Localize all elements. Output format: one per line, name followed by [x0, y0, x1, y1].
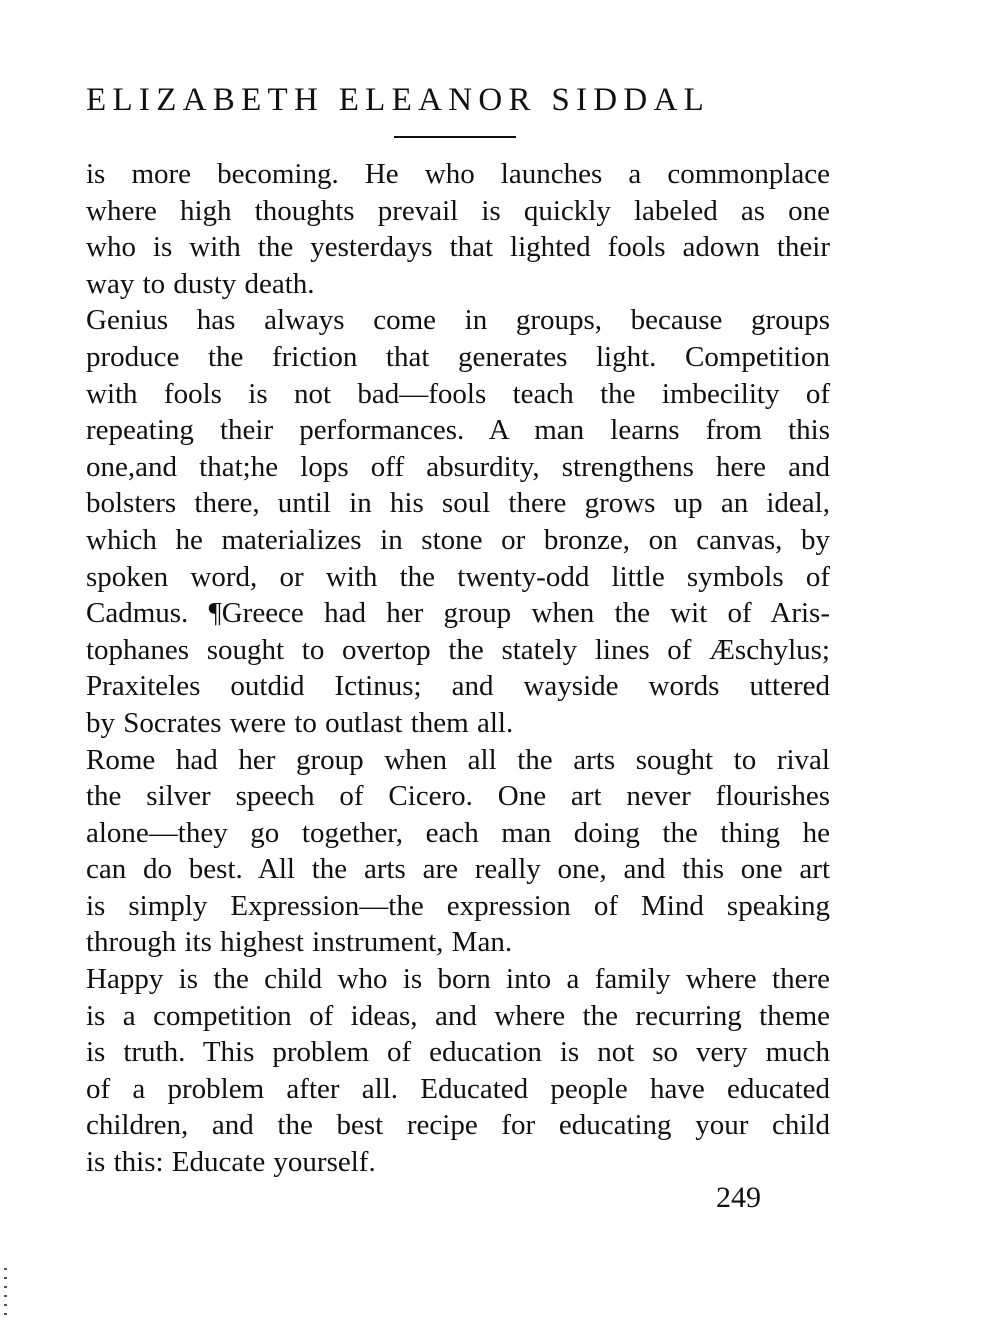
text-line: can do best. All the arts are really one, and this one art [86, 853, 830, 886]
text-line: of a problem after all. Educated people have educated [86, 1072, 830, 1105]
text-line: by Socrates were to outlast them all. [86, 706, 514, 739]
text-line: Praxiteles outdid Ictinus; and wayside words uttered [86, 670, 830, 703]
text-line: with fools is not bad—fools teach the imbecility of [86, 377, 830, 410]
text-line: is more becoming. He who launches a commonplace [86, 158, 830, 190]
text-line: way to dusty death. [86, 267, 315, 300]
head-rule-divider [394, 136, 516, 138]
text-line: is this: Educate yourself. [86, 1146, 376, 1179]
page-number: 249 [716, 1181, 761, 1214]
text-line: through its highest instrument, Man. [86, 926, 513, 959]
text-line: Rome had her group when all the arts sought to rival [86, 743, 830, 776]
text-line: Genius has always come in groups, because groups [86, 304, 830, 337]
text-line: Happy is the child who is born into a family where there [86, 963, 830, 996]
text-line: repeating their performances. A man learns from this [86, 414, 830, 447]
text-line: the silver speech of Cicero. One art never flourishes [86, 780, 830, 813]
text-line: Cadmus. ¶Greece had her group when the wit of Aris- [86, 597, 830, 630]
text-line: produce the friction that generates light. Competition [86, 340, 830, 373]
text-line: alone—they go together, each man doing the thing he [86, 816, 830, 849]
text-line: where high thoughts prevail is quickly labeled as one [86, 194, 830, 227]
text-line: bolsters there, until in his soul there grows up an ideal, [86, 487, 830, 520]
running-head: ELIZABETH ELEANOR SIDDAL [86, 82, 711, 118]
text-line: which he materializes in stone or bronze, on canvas, by [86, 523, 830, 556]
text-line: is a competition of ideas, and where the recurring theme [86, 999, 830, 1032]
text-line: tophanes sought to overtop the stately lines of Æschylus; [86, 633, 830, 666]
text-line: is truth. This problem of education is not so very much [86, 1036, 830, 1069]
body-text [86, 156, 830, 1181]
text-line: who is with the yesterdays that lighted fools adown their [86, 231, 830, 264]
text-line: is simply Expression—the expression of Mind speaking [86, 889, 830, 922]
text-line: one,and that;he lops off absurdity, strengthens here and [86, 450, 830, 483]
scan-margin-marks [4, 1268, 7, 1318]
text-line: spoken word, or with the twenty-odd little symbols of [86, 560, 830, 593]
text-line: children, and the best recipe for educating your child [86, 1109, 830, 1142]
